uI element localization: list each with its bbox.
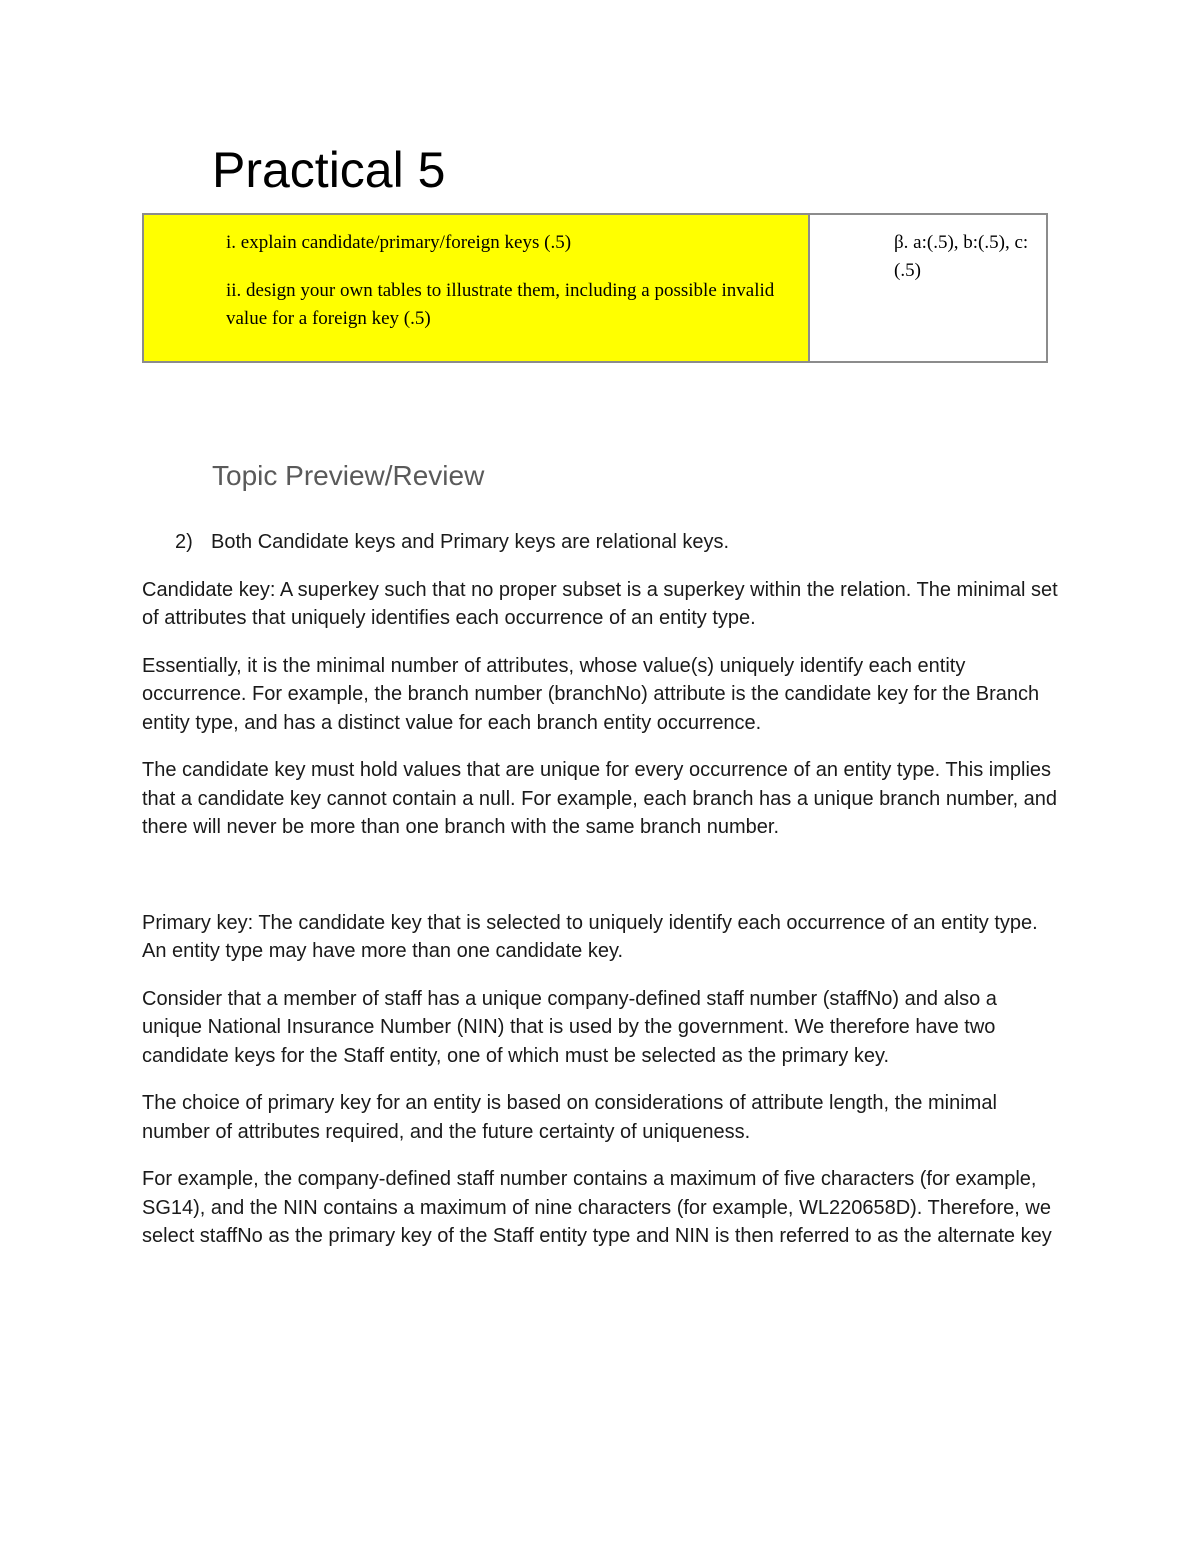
paragraph-primary-key-staff: Consider that a member of staff has a unique company-defined staff number (staffNo) and also a unique National Insurance Number (NIN) that is used by the government. We therefore have two candidate keys for the Staff entity, one of which must be selected as the primary key.: [142, 987, 997, 1067]
page-title: Practical 5: [212, 142, 446, 198]
section-heading: Topic Preview/Review: [212, 460, 485, 491]
task-table: [142, 213, 1048, 363]
marks-text: β. a:(.5), b:(.5), c:(.5): [894, 232, 1029, 281]
numbered-item: [142, 528, 1062, 557]
paragraph-candidate-key-definition: Candidate key: A superkey such that no proper subset is a superkey within the relation. The minimal set of attributes that uniquely identifies each occurrence of an entity type.: [142, 578, 1058, 629]
task-description-cell: [144, 215, 810, 361]
marks-cell: [810, 215, 1046, 361]
task-item-2: ii. design your own tables to illustrate them, including a possible invalid value for a foreign key (.5): [226, 280, 775, 329]
numbered-item-text: Both Candidate keys and Primary keys are relational keys.: [211, 531, 730, 553]
task-item-1: i. explain candidate/primary/foreign keys (.5): [226, 232, 572, 253]
paragraph-primary-key-example: For example, the company-defined staff number contains a maximum of five characters (for example, SG14), and the NIN contains a maximum of nine characters (for example, WL220658D). Therefore, we select staffNo as the primary key of the Staff entity type and NIN is then referred to as the alternate key: [142, 1168, 1052, 1247]
numbered-item-number: 2): [175, 531, 193, 553]
paragraph-candidate-key-essentially: Essentially, it is the minimal number of attributes, whose value(s) uniquely identify each entity occurrence. For example, the branch number (branchNo) attribute is the candidate key for the Branch entity type, and has a distinct value for each branch entity occurrence.: [142, 654, 1040, 734]
body-content: [142, 528, 1062, 1270]
paragraph-primary-key-definition: Primary key: The candidate key that is selected to uniquely identify each occurrence of an entity type. An entity type may have more than one candidate key.: [142, 911, 1038, 962]
paragraph-primary-key-choice: The choice of primary key for an entity is based on considerations of attribute length, the minimal number of attributes required, and the future certainty of uniqueness.: [142, 1092, 997, 1143]
paragraph-candidate-key-unique: The candidate key must hold values that are unique for every occurrence of an entity type. This implies that a candidate key cannot contain a null. For example, each branch has a unique branch number, and there will never be more than one branch with the same branch number.: [142, 759, 1058, 838]
spacer: [142, 861, 1062, 909]
